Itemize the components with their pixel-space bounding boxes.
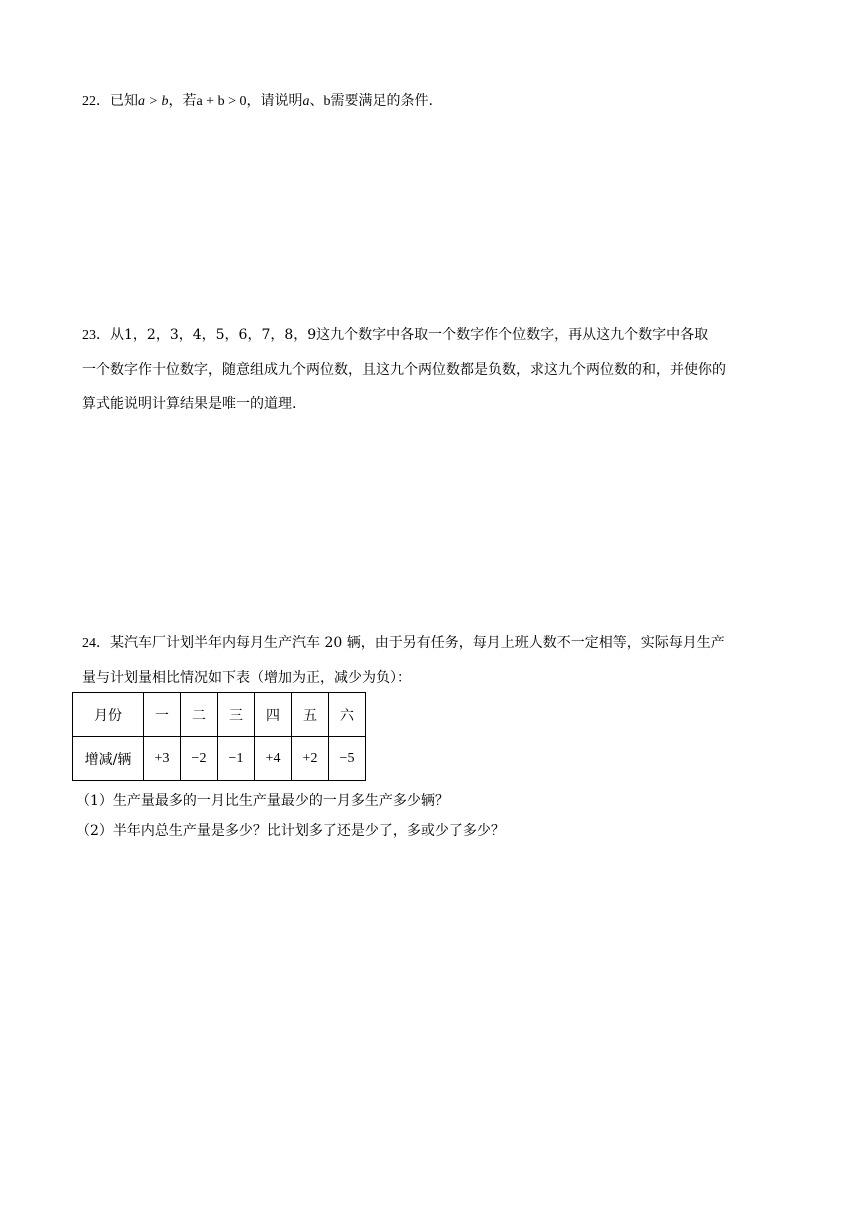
- question-24: [82, 626, 782, 695]
- sub-question-2: （2）半年内总生产量是多少？比计划多了还是少了，多或少了多少？: [76, 823, 505, 839]
- question-text: ，若: [168, 93, 197, 109]
- separator: 、: [309, 93, 324, 109]
- change-cell: −5: [329, 737, 366, 781]
- question-number: 22．: [82, 94, 110, 109]
- question-line: 量与计划量相比情况如下表（增加为正，减少为负）：: [82, 670, 411, 686]
- variable-a: a: [302, 94, 310, 109]
- change-cell: −1: [218, 737, 255, 781]
- condition-sum-positive: a + b > 0: [196, 94, 247, 109]
- month-cell: 一: [144, 693, 181, 737]
- month-cell: 六: [329, 693, 366, 737]
- variable-b: b: [323, 94, 331, 109]
- change-cell: +3: [144, 737, 181, 781]
- question-text: 需要满足的条件.: [330, 93, 433, 109]
- change-cell: +2: [292, 737, 329, 781]
- row-header: 增减/辆: [73, 737, 144, 781]
- question-text: 已知: [110, 93, 138, 109]
- question-number: 24．: [82, 636, 110, 651]
- row-header: 月份: [73, 693, 144, 737]
- production-change-table: [72, 692, 366, 781]
- condition-a-greater-b: a > b: [138, 94, 169, 109]
- table-row-changes: [73, 737, 366, 781]
- month-cell: 五: [292, 693, 329, 737]
- month-cell: 三: [218, 693, 255, 737]
- question-line: 一个数字作十位数字，随意组成九个两位数，且这九个两位数都是负数，求这九个两位数的和，并使你的: [82, 362, 726, 378]
- change-cell: +4: [255, 737, 292, 781]
- table-row-months: [73, 693, 366, 737]
- question-line: 23．从1，2，3，4，5，6，7，8，9这九个数字中各取一个数字作个位数字，再从这九个数字中各取: [82, 327, 709, 343]
- sub-question-1: （1）生产量最多的一月比生产量最少的一月多生产多少辆？: [76, 793, 449, 809]
- question-number: 23．: [82, 328, 110, 343]
- change-cell: −2: [181, 737, 218, 781]
- question-line: 24．某汽车厂计划半年内每月生产汽车 20 辆，由于另有任务，每月上班人数不一定相等，实际每月生产: [82, 635, 725, 651]
- question-23: [82, 318, 782, 421]
- month-cell: 二: [181, 693, 218, 737]
- question-22: [82, 84, 782, 119]
- month-cell: 四: [255, 693, 292, 737]
- question-text: ，请说明: [246, 93, 303, 109]
- question-line: 算式能说明计算结果是唯一的道理.: [82, 396, 297, 412]
